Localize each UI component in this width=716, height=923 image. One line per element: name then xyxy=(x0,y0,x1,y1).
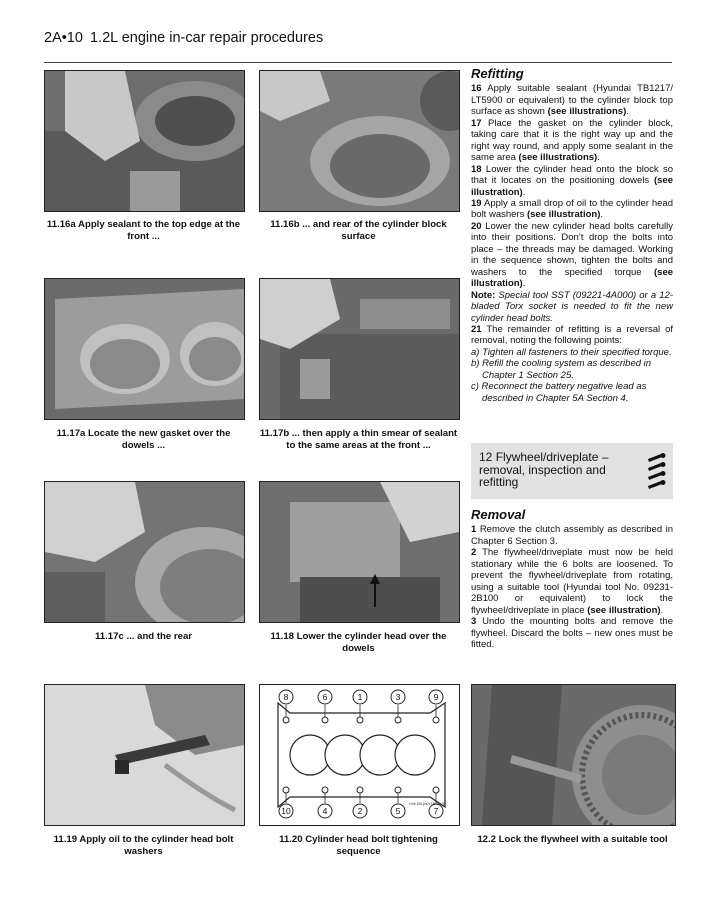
diagram-label-top-5: 9 xyxy=(433,692,439,702)
diagram-label-top-1: 8 xyxy=(283,692,289,702)
cylinder-3 xyxy=(360,735,400,775)
photo-11-17a xyxy=(44,278,245,420)
difficulty-spanner-icon xyxy=(645,451,667,491)
diagram-label-top-2: 6 xyxy=(322,692,328,702)
caption-11-19: 11.19 Apply oil to the cylinder head bolt washers xyxy=(53,834,234,857)
diagram-label-bottom-1: 10 xyxy=(281,806,291,816)
caption-11-18: 11.18 Lower the cylinder head over the dowels xyxy=(270,631,447,654)
section-number: 12 xyxy=(479,450,493,464)
diagram-label-bottom-4: 5 xyxy=(395,806,401,816)
step-18: 18 Lower the cylinder head onto the block so that it locates on the positioning dowels (see illustration). xyxy=(471,163,673,198)
refit-points xyxy=(471,347,673,404)
diagram-label-top-4: 3 xyxy=(395,692,401,702)
diagram-label-bottom-5: 7 xyxy=(433,806,439,816)
photo-11-17b xyxy=(259,278,460,420)
cylinder-2 xyxy=(325,735,365,775)
removal-step-2: 2 The flywheel/driveplate must now be held stationary while the 6 bolts are loosened. To prevent the flywheel/driveplate from rotating, using a suitable tool (Hyundai tool No. 09231-2B100 or equivalent) to lock the flywheel/driveplate in place (see illustration). xyxy=(471,547,673,616)
list-item: b) Refill the cooling system as described in Chapter 1 Section 25. xyxy=(471,358,652,381)
caption-11-20: 11.20 Cylinder head bolt tightening sequence xyxy=(279,834,438,857)
cylinder-4 xyxy=(395,735,435,775)
diagram-label-top-3: 1 xyxy=(357,692,363,702)
diagram-ref-code: H46 1BLjm0Y1N0FK0S xyxy=(409,802,446,806)
photo-11-16a xyxy=(44,70,245,212)
caption-11-17c: 11.17c ... and the rear xyxy=(94,631,193,642)
removal-section xyxy=(471,509,673,650)
list-item: c) Reconnect the battery negative lead as described in Chapter 5A Section 4. xyxy=(471,381,647,404)
bolt-sequence-diagram xyxy=(259,684,460,826)
photo-11-18 xyxy=(259,481,460,623)
step-21: 21 The remainder of refitting is a reversal of removal, noting the following points: xyxy=(471,323,674,347)
caption-11-17a: 11.17a Locate the new gasket over the dowels ... xyxy=(56,428,231,451)
removal-heading: Removal xyxy=(471,507,526,522)
photo-11-16b xyxy=(259,70,460,212)
note: Note: Special tool SST (09221-4A000) or a 12-bladed Torx socket is needed to fit the new cylinder head bolts. xyxy=(471,289,673,324)
refitting-section xyxy=(471,68,673,404)
photo-11-17c xyxy=(44,481,245,623)
step-17: 17 Place the gasket on the cylinder block, taking care that it is the right way up and the right way round, and apply some sealant in the same area (see illustrations). xyxy=(471,117,674,164)
section-12-header xyxy=(471,443,673,499)
removal-step-3: 3 Undo the mounting bolts and remove the flywheel. Discard the bolts – new ones must be fitted. xyxy=(471,616,673,650)
step-16: 16 Apply suitable sealant (Hyundai TB1217/ LT5900 or equivalent) to the cylinder block top surface as shown (see illustrations). xyxy=(471,83,673,118)
diagram-label-bottom-2: 4 xyxy=(322,806,328,816)
list-item: a) Tighten all fasteners to their specified torque. xyxy=(471,346,672,358)
caption-11-17b: 11.17b ... then apply a thin smear of sealant to the same areas at the front ... xyxy=(259,428,458,451)
cylinder-1 xyxy=(290,735,330,775)
photo-12-2 xyxy=(471,684,676,826)
page-ref: 2A•10 xyxy=(44,30,83,46)
header-rule xyxy=(44,62,672,63)
removal-step-1: 1 Remove the clutch assembly as described in Chapter 6 Section 3. xyxy=(471,524,673,547)
page-title: 1.2L engine in-car repair procedures xyxy=(89,30,324,46)
photo-11-19 xyxy=(44,684,245,826)
step-19: 19 Apply a small drop of oil to the cylinder head bolt washers (see illustration). xyxy=(471,197,673,221)
page-header xyxy=(44,30,323,46)
caption-11-16b: 11.16b ... and rear of the cylinder block surface xyxy=(270,219,447,242)
section-subtitle: removal, inspection and refitting xyxy=(479,462,606,489)
caption-12-2: 12.2 Lock the flywheel with a suitable tool xyxy=(477,834,668,845)
diagram-label-bottom-3: 2 xyxy=(357,806,363,816)
step-20: 20 Lower the new cylinder head bolts carefully into their positions. Don’t drop the bolts into place – the threads may be damaged. Working in the sequence shown, tighten the bolts and washers to the specified torque (see illustration). xyxy=(471,220,674,290)
section-title: Flywheel/driveplate – xyxy=(495,450,609,464)
caption-11-16a: 11.16a Apply sealant to the top edge at the front ... xyxy=(46,219,241,242)
refitting-heading: Refitting xyxy=(471,66,524,81)
